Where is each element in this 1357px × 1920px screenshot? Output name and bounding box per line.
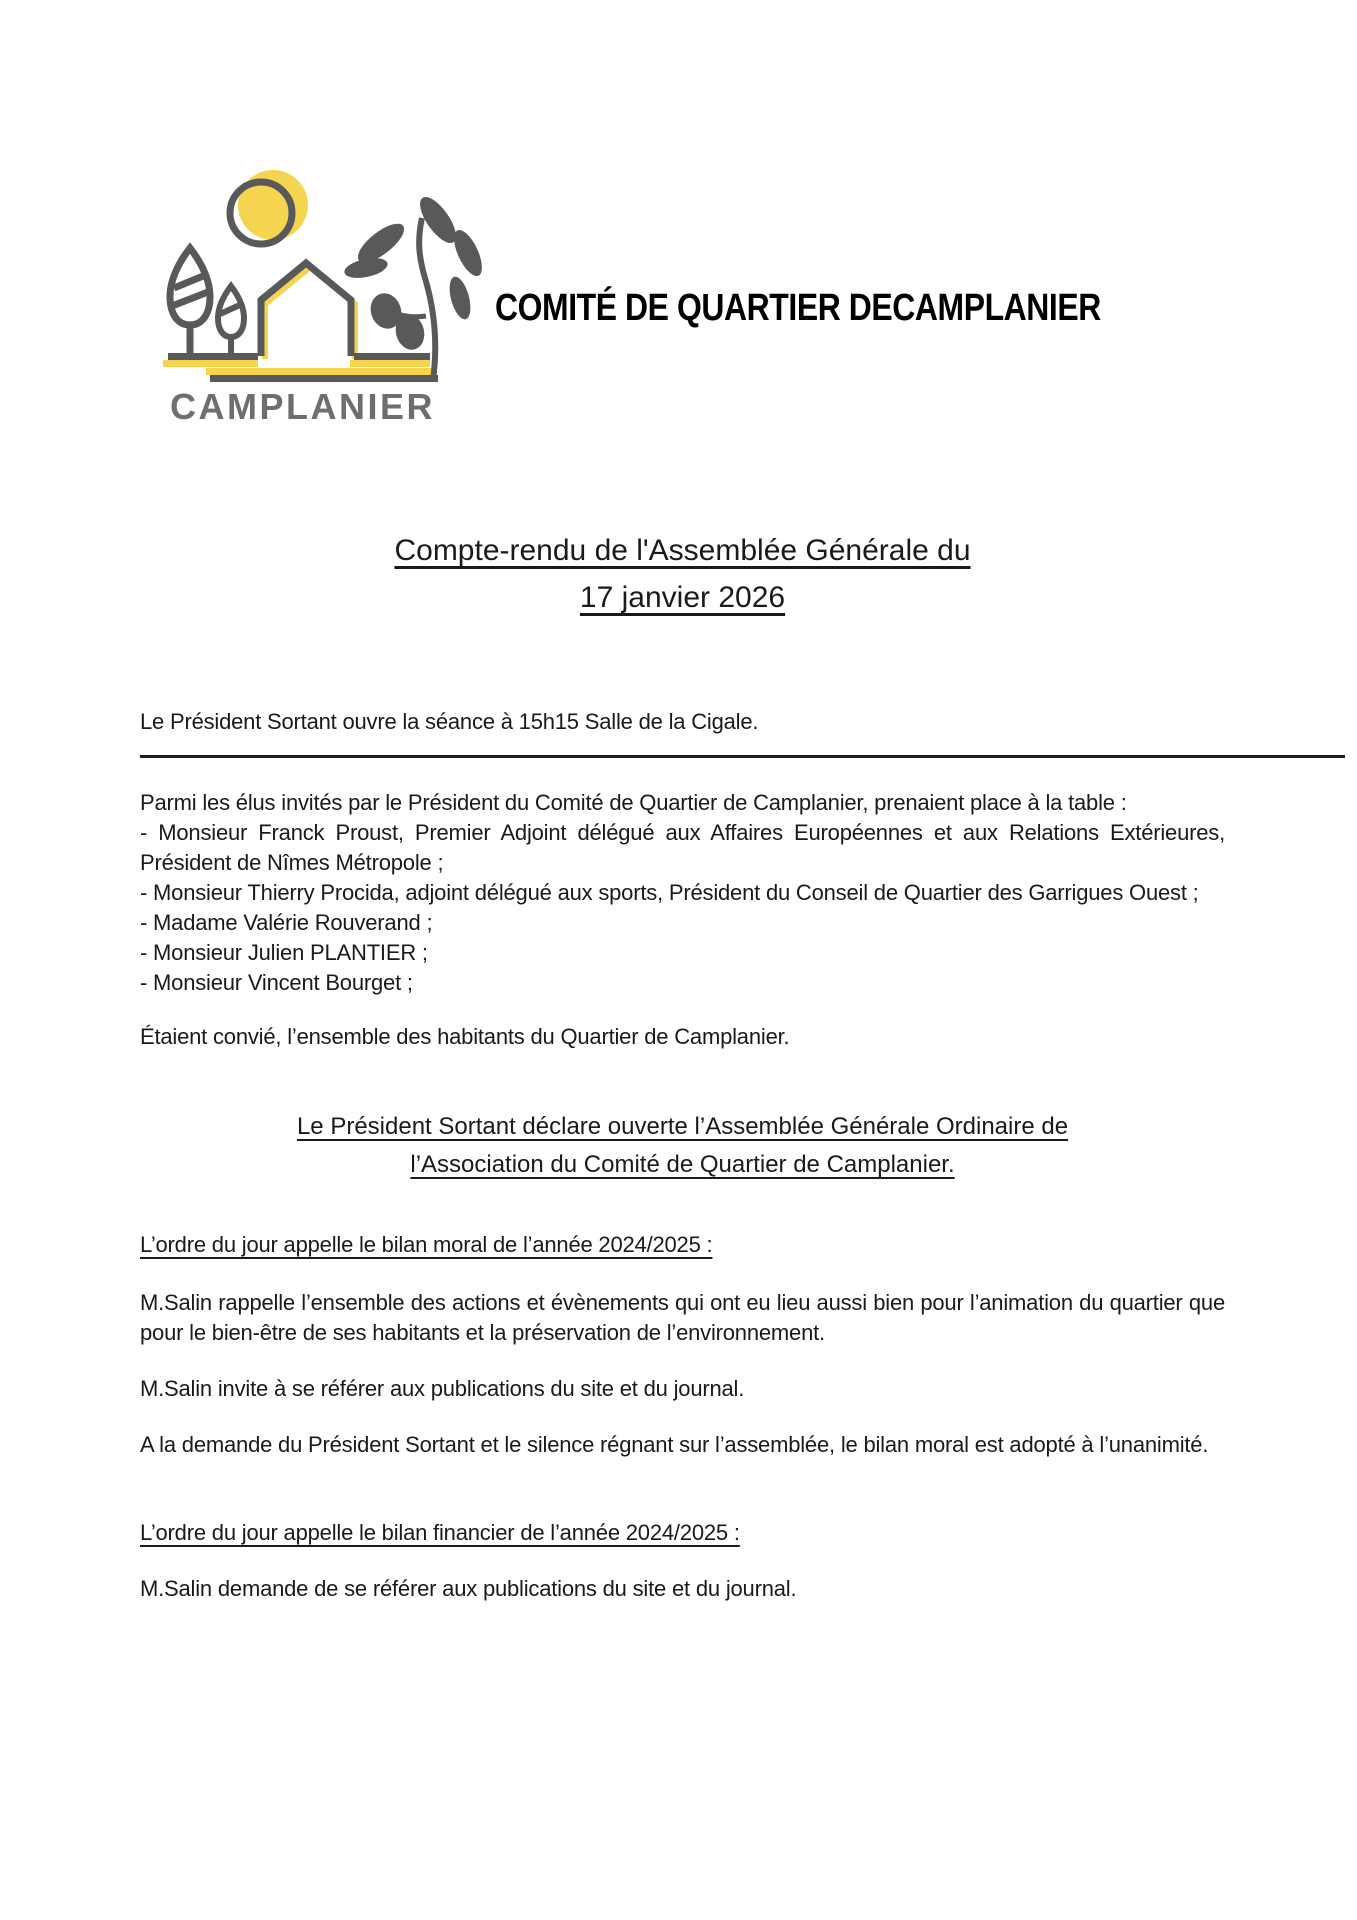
attendee-list: [140, 818, 1225, 998]
tree-icon: [170, 248, 210, 354]
camplanier-logo: [138, 148, 483, 438]
opening-statement: Le Président Sortant ouvre la séance à 15h15 Salle de la Cigale.: [140, 709, 759, 734]
camplanier-logo-art: [138, 148, 483, 388]
horizontal-rule: [140, 755, 1345, 758]
document-title: [140, 527, 1225, 621]
invited-statement: Étaient convié, l’ensemble des habitants du Quartier de Camplanier.: [140, 1024, 790, 1049]
house-icon: [261, 263, 355, 359]
financial-paragraph-1: M.Salin demande de se référer aux publications du site et du journal.: [140, 1576, 797, 1601]
declaration-heading: [140, 1108, 1225, 1184]
list-item: - Monsieur Vincent Bourget ;: [140, 970, 413, 995]
ground-lines: [163, 353, 438, 382]
declaration-heading-line1: Le Président Sortant déclare ouverte l’Assemblée Générale Ordinaire de: [296, 1113, 1069, 1140]
moral-paragraph-3: A la demande du Président Sortant et le silence régnant sur l’assemblée, le bilan moral est adopté à l’unanimité.: [140, 1432, 1209, 1457]
org-title: COMITÉ DE QUARTIER DECAMPLANIER: [495, 287, 1101, 329]
financial-section-heading: L’ordre du jour appelle le bilan financier de l’année 2024/2025 :: [140, 1520, 740, 1545]
document-title-line2: 17 janvier 2026: [579, 581, 786, 614]
moral-section-heading: L’ordre du jour appelle le bilan moral de l’année 2024/2025 :: [140, 1232, 713, 1257]
document-title-line1: Compte-rendu de l'Assemblée Générale du: [394, 534, 971, 567]
brand-name: CAMPLANIER: [170, 386, 435, 427]
attendance-intro: Parmi les élus invités par le Président du Comité de Quartier de Camplanier, prenaient place à la table :: [140, 790, 1127, 815]
tree-icon-small: [218, 286, 244, 354]
olive-branch-icon: [343, 192, 483, 380]
moral-paragraph-1: M.Salin rappelle l’ensemble des actions et évènements qui ont eu lieu aussi bien pour l’animation du quartier que pour le bien-être de ses habitants et la préservation de l’environnement.: [140, 1290, 1225, 1345]
moral-paragraph-2: M.Salin invite à se référer aux publications du site et du journal.: [140, 1376, 745, 1401]
list-item: - Madame Valérie Rouverand ;: [140, 910, 433, 935]
list-item: - Monsieur Franck Proust, Premier Adjoint délégué aux Affaires Européennes et aux Relations Extérieures, Président de Nîmes Métropole ;: [140, 820, 1225, 875]
list-item: - Monsieur Julien PLANTIER ;: [140, 940, 428, 965]
declaration-heading-line2: l’Association du Comité de Quartier de Camplanier.: [410, 1151, 955, 1178]
sun-icon: [230, 170, 308, 244]
list-item: - Monsieur Thierry Procida, adjoint délégué aux sports, Président du Conseil de Quartier des Garrigues Ouest ;: [140, 880, 1199, 905]
